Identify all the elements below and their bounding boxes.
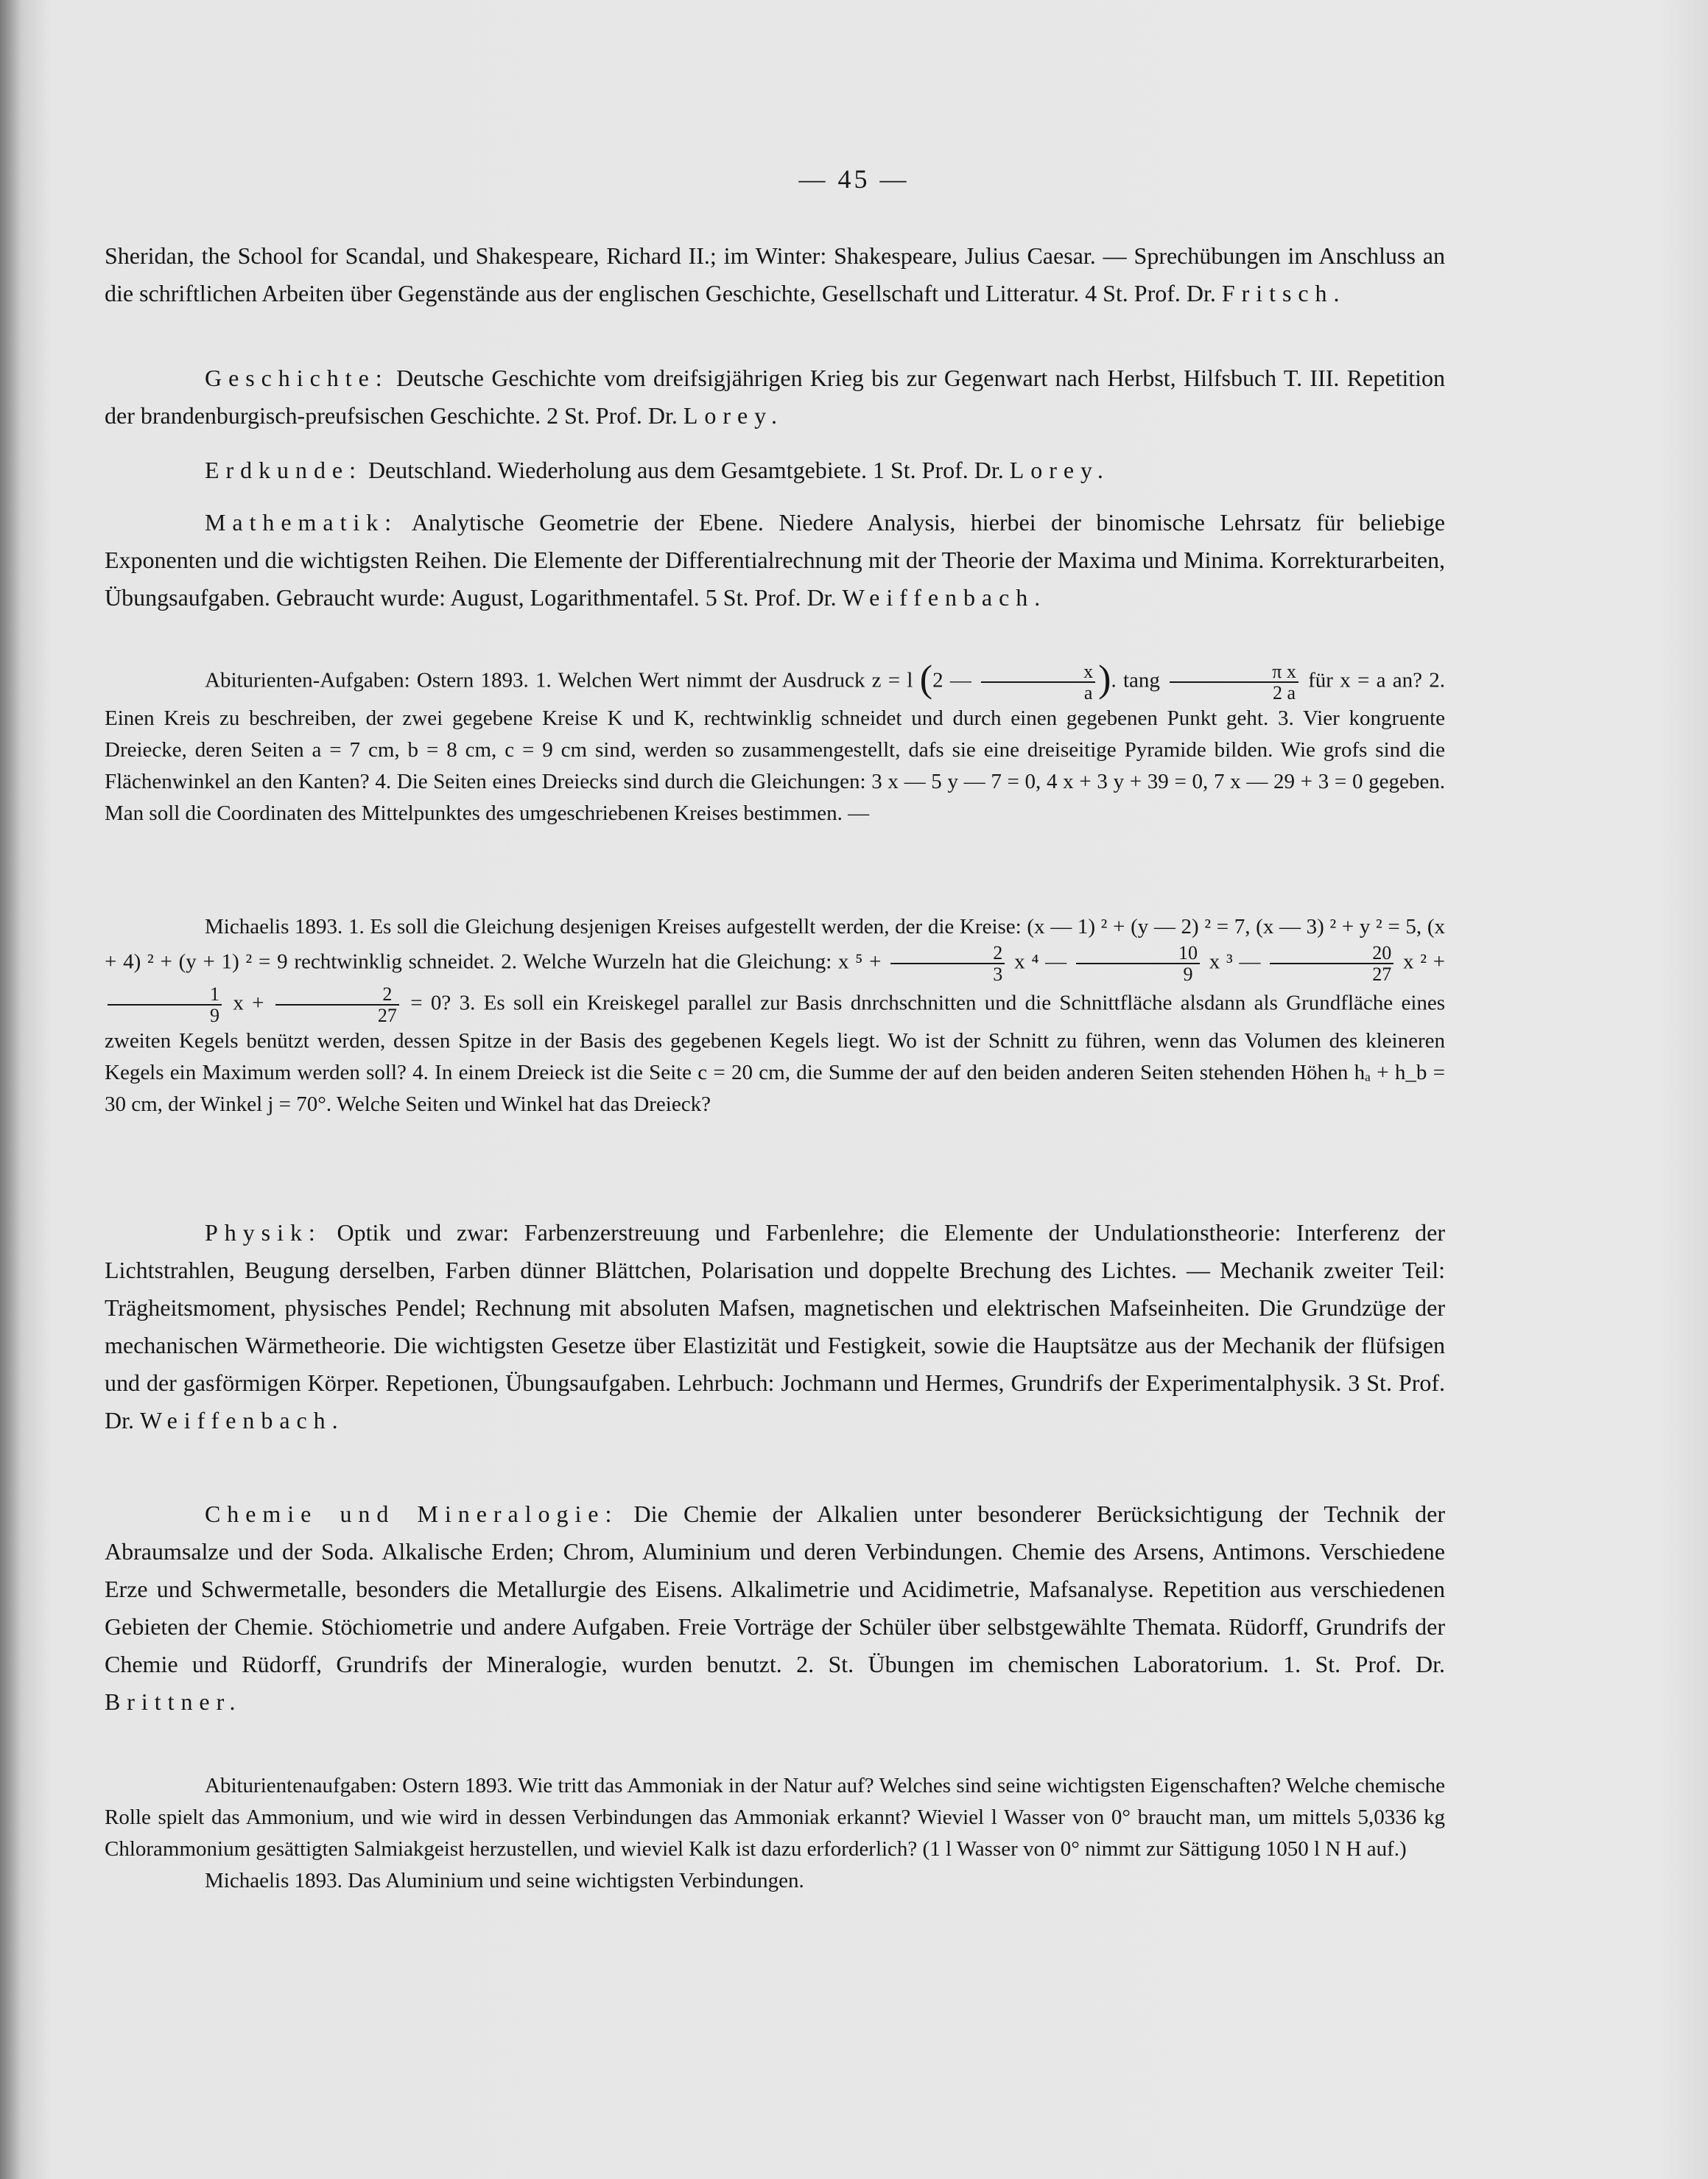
chemie-title: Chemie und Mineralogie: <box>205 1501 619 1527</box>
fraction-2-3 <box>890 943 1005 984</box>
fraction-denominator: 27 <box>1372 964 1392 985</box>
chemie-abitur: Abiturientenaufgaben: Ostern 1893. Wie tritt das Ammoniak in der Natur auf? Welches sind seine wichtigsten Eigenschaften? Welche chemische Rolle spielt das Ammonium, und wie wird in dessen Verbindungen das Ammoniak erkannt? Wieviel l Wasser von 0° braucht man, um mittels 5,0336 kg Chlorammonium gesättigten Salmiakgeist herzustellen, und wieviel Kalk ist dazu erforderlich? (1 l Wasser von 0° nimmt zur Sättigung 1050 l N H auf.) <box>105 1774 1445 1861</box>
fraction-denominator: 9 <box>1183 964 1193 985</box>
fraction-numerator: 1 <box>108 984 222 1006</box>
fraction-numerator: 10 <box>1076 943 1200 964</box>
mathematik-title: Mathematik: <box>205 509 398 536</box>
fraction-denominator: a <box>1083 682 1093 703</box>
physik-text: Optik und zwar: Farbenzerstreuung und Farbenlehre; die Elemente der Undulationstheorie: Interferenz der Lichtstrahlen, Beugung derselben, Farben dünner Blättchen, Polarisation und doppelte Brechung des Lichtes. — Mechanik zweiter Teil: Trägheitsmoment, physisches Pendel; Rechnung mit absoluten Mafsen, magnetischen und elektrischen Mafseinheiten. Die Grundzüge der mechanischen Wärmetheorie. Die wichtigsten Gesetze über Elastizität und Festigkeit, sowie die Hauptsätze aus der Mechanik der flüfsigen und der gasförmigen Körper. Repetionen, Übungsaufgaben. Lehrbuch: Jochmann und Hermes, Grundrifs der Experimentalphysik. 3 St. Prof. Dr. <box>105 1219 1446 1434</box>
fraction-numerator: π x <box>1170 662 1298 683</box>
page-number: — 45 — <box>798 164 910 194</box>
geschichte-teacher: Lorey. <box>683 402 784 429</box>
michaelis-part-5: x + <box>233 991 264 1015</box>
chemie-section <box>105 1495 1445 1721</box>
chemie-aufgaben <box>105 1770 1445 1897</box>
paren-open: ( <box>919 658 933 701</box>
chemie-text: Die Chemie der Alkalien unter besonderer Berücksichtigung der Technik der Abraumsalze und der Soda. Alkalische Erden; Chrom, Aluminium und deren Verbindungen. Chemie des Arsens, Antimons. Verschiedene Erze und Schwermetalle, besonders die Metallurgie des Eisens. Alkalimetrie und Acidimetrie, Mafsanalyse. Repetition aus verschiedenen Gebieten der Chemie. Stöchiometrie und andere Aufgaben. Freie Vorträge der Schüler über selbstgewählte Themata. Rüdorff, Grundrifs der Chemie und Rüdorff, Grundrifs der Mineralogie, wurden benutzt. 2. St. Übungen im chemischen Laboratorium. 1. St. Prof. Dr. <box>105 1501 1446 1677</box>
physik-title: Physik: <box>205 1219 322 1246</box>
chemie-teacher: Brittner. <box>105 1688 242 1715</box>
geschichte-title: Geschichte: <box>205 365 389 391</box>
mathematik-section <box>105 504 1445 617</box>
michaelis-part-3: x ³ — <box>1209 950 1261 974</box>
michaelis-part-1: Michaelis 1893. 1. Es soll die Gleichung desjenigen Kreises aufgestellt werden, der die Kreise: (x — 1) ² + (y — 2) ² = 7, (x — 3) ² + y ² = 5, (x + 4) ² + (y + 1) ² = 9 rechtwinklig schneidet. 2. Welche Wurzeln hat die Gleichung: x ⁵ + <box>105 915 1445 974</box>
english-teacher: Fritsch. <box>1221 280 1346 306</box>
paren-close: ) <box>1098 658 1111 701</box>
physik-teacher: Weiffenbach. <box>140 1407 345 1434</box>
michaelis-part-2: x ⁴ — <box>1014 950 1067 974</box>
fraction-denominator: 3 <box>993 964 1003 985</box>
fraction-numerator: 2 <box>890 943 1005 964</box>
math-abitur-intro: Abiturienten-Aufgaben: Ostern 1893. 1. Welchen Wert nimmt der Ausdruck z = l <box>205 668 913 692</box>
fraction-10-9 <box>1076 943 1200 984</box>
erdkunde-section <box>105 452 1445 489</box>
michaelis-part-6: = 0? 3. Es soll ein Kreiskegel parallel zur Basis dnrchschnitten und die Schnittfläche alsdann als Grundfläche eines zweiten Kegels benützt werden, dessen Spitze in der Basis des gegebenen Kegels liegt. Wo ist der Schnitt zu führen, wenn das Volumen des kleineren Kegels ein Maximum werden soll? 4. In einem Dreieck ist die Seite c = 20 cm, die Summe der auf den beiden anderen Seiten stehenden Höhen hₐ + h_b = 30 cm, der Winkel j = 70°. Welche Seiten und Winkel hat das Dreieck? <box>105 991 1446 1116</box>
fraction-denominator: 9 <box>210 1005 219 1026</box>
mathematik-michaelis <box>105 911 1445 1120</box>
physik-section <box>105 1214 1445 1439</box>
mathematik-text: Analytische Geometrie der Ebene. Niedere Analysis, hierbei der binomische Lehrsatz für beliebige Exponenten und die wichtigsten Reihen. Die Elemente der Differentialrechnung mit der Theorie der Maxima und Minima. Korrekturarbeiten, Übungsaufgaben. Gebraucht wurde: August, Logarithmentafel. 5 St. Prof. Dr. <box>105 509 1446 611</box>
geschichte-section <box>105 359 1445 435</box>
math-abitur-tang: . tang <box>1111 668 1160 692</box>
fraction-denominator: 2 a <box>1272 682 1296 703</box>
fraction-numerator: 20 <box>1270 943 1394 964</box>
fraction-pi-x-over-2a <box>1170 662 1298 703</box>
erdkunde-text: Deutschland. Wiederholung aus dem Gesamtgebiete. 1 St. Prof. Dr. <box>368 457 1004 483</box>
fraction-numerator: x <box>981 662 1095 683</box>
erdkunde-title: Erdkunde: <box>205 457 362 483</box>
fraction-20-27 <box>1270 943 1394 984</box>
mathematik-teacher: Weiffenbach. <box>842 584 1047 611</box>
chemie-michaelis: Michaelis 1893. Das Aluminium und seine wichtigsten Verbindungen. <box>205 1869 804 1892</box>
fraction-2-27 <box>275 984 399 1025</box>
fraction-x-over-a <box>981 662 1095 703</box>
erdkunde-teacher: Lorey. <box>1009 457 1110 483</box>
michaelis-part-4: x ² + <box>1402 950 1446 974</box>
fraction-denominator: 27 <box>377 1005 397 1026</box>
english-section <box>105 237 1445 312</box>
fraction-1-9 <box>108 984 222 1025</box>
mathematik-abitur: Abiturienten-Aufgaben: Ostern 1893. 1. Welchen Wert nimmt der Ausdruck z = l (2 — $\frac{x}{a}$ ). tang $\frac{\text{π x}}{2 a}$ für x = a an? 2. Einen Kreis zu beschreiben, der zwei gegebene Kreise K und K, rechtwinklig schneidet und durch einen gegebenen Punkt geht. 3. Vier kongruente Dreiecke, deren Seiten a = 7 cm, b = 8 cm, c = 9 cm sind, werden so zusammengestellt, dafs sie eine dreiseitige Pyramide bilden. Wie grofs sind die Flächenwinkel an den Kanten? 4. Die Seiten eines Dreiecks sind durch die Gleichungen: 3 x — 5 y — 7 = 0, 4 x + 3 y + 39 = 0, 7 x — 29 + 3 = 0 gegeben. Man soll die Coordinaten des Mittelpunktes des umgeschriebenen Kreises bestimmen. — <box>105 658 1446 825</box>
english-text: Sheridan, the School for Scandal, und Shakespeare, Richard II.; im Winter: Shakespeare, Julius Caesar. — Sprechübungen im Anschluss an die schriftlichen Arbeiten über Gegenstände aus der englischen Geschichte, Gesellschaft und Litteratur. 4 St. Prof. Dr. <box>105 242 1445 306</box>
geschichte-text: Deutsche Geschichte vom dreifsigjährigen Krieg bis zur Gegenwart nach Herbst, Hilfsbuch T. III. Repetition der brandenburgisch-preufsischen Geschichte. 2 St. Prof. Dr. <box>105 365 1446 429</box>
math-abitur-rest: für x = a an? 2. Einen Kreis zu beschreiben, der zwei gegebene Kreise K und K, rechtwinklig schneidet und durch einen gegebenen Punkt geht. 3. Vier kongruente Dreiecke, deren Seiten a = 7 cm, b = 8 cm, c = 9 cm sind, werden so zusammengestellt, dafs sie eine dreiseitige Pyramide bilden. Wie grofs sind die Flächenwinkel an den Kanten? 4. Die Seiten eines Dreiecks sind durch die Gleichungen: 3 x — 5 y — 7 = 0, 4 x + 3 y + 39 = 0, 7 x — 29 + 3 = 0 gegeben. Man soll die Coordinaten des Mittelpunktes des umgeschriebenen Kreises bestimmen. — <box>105 668 1446 825</box>
fraction-numerator: 2 <box>275 984 399 1006</box>
